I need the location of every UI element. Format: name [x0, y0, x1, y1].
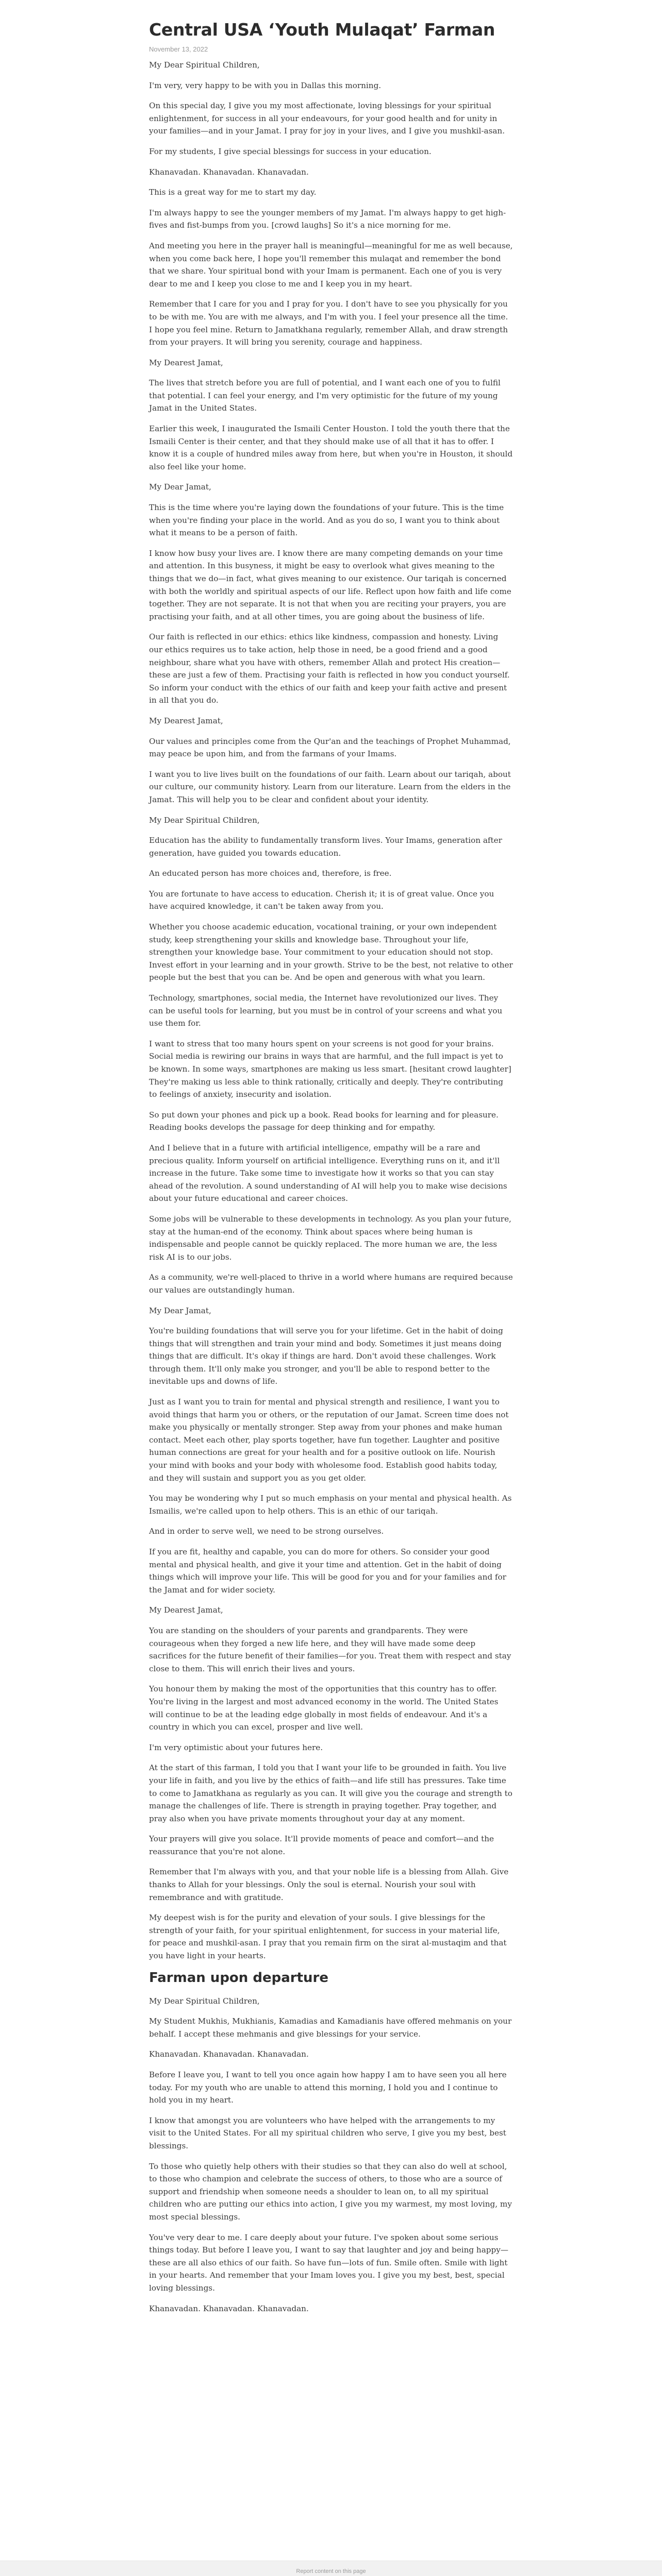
paragraph: I'm always happy to see the younger members of my Jamat. I'm always happy to get high-fives and fist-bumps from you. [crowd laughs] So it's a nice morning for me.	[149, 208, 506, 230]
article-title: Central USA ‘Youth Mulaqat’ Farman	[149, 20, 495, 40]
article-body	[149, 59, 513, 2323]
paragraph: You've very dear to me. I care deeply about your future. I've spoken about some serious things today. But before I leave you, I want to say that laughter and joy and being happy—these are all also ethics of our faith. So have fun—lots of fun. Smile often. Smile with light in your hearts. And remember that your Imam loves you. I give you my best, best, special loving blessings.	[149, 2232, 508, 2293]
paragraph: My Dearest Jamat,	[149, 716, 223, 725]
paragraph: For my students, I give special blessings for success in your education.	[149, 146, 432, 156]
paragraph: I'm very optimistic about your futures here.	[149, 1742, 323, 1752]
paragraph: I'm very, very happy to be with you in Dallas this morning.	[149, 80, 382, 90]
paragraph: My Dear Spiritual Children,	[149, 815, 260, 825]
paragraph: Whether you choose academic education, vocational training, or your own independent study, keep strengthening your skills and knowledge base. Throughout your life, strengthen your knowledge base. Your commitment to your education should not stop. Invest effort in your learning and in your growth. Strive to be the best, not relative to other people but the best that you can be. And be open and generous with what you learn.	[149, 922, 513, 982]
paragraph: My Dear Spiritual Children,	[149, 60, 260, 70]
paragraph: The lives that stretch before you are full of potential, and I want each one of you to fulfil that potential. I can feel your energy, and I'm very optimistic for the future of my young Jamat in the United States.	[149, 378, 501, 413]
farman-paragraphs	[149, 59, 513, 1962]
paragraph: Technology, smartphones, social media, the Internet have revolutionized our lives. They can be useful tools for learning, but you must be in control of your screens and what you use them for.	[149, 993, 503, 1028]
departure-paragraphs	[149, 1995, 513, 2315]
paragraph: Just as I want you to train for mental and physical strength and resilience, I want you to avoid things that harm you or others, or the reputation of our Jamat. Screen time does not make you physically or mentally stronger. Step away from your phones and make human contact. Meet each other, play sports together, have fun together. Laughter and positive human connections are great for your health and for a positive outlook on life. Nourish your mind with books and your body with wholesome food. Establish good habits today, and they will sustain and support you as you get older.	[149, 1397, 509, 1483]
paragraph: Our faith is reflected in our ethics: ethics like kindness, compassion and honesty. Living our ethics requires us to take action, help those in need, be a good friend and a good neighbour, share what you have with others, remember Allah and protect His creation—these are just a few of them. Practising your faith is reflected in how you conduct yourself. So inform your conduct with the ethics of our faith and keep your faith active and present in all that you do.	[149, 632, 510, 705]
footer	[0, 2561, 662, 2576]
paragraph: Khanavadan. Khanavadan. Khanavadan.	[149, 2049, 309, 2059]
paragraph: I want you to live lives built on the foundations of our faith. Learn about our tariqah, about our culture, our community history. Learn from our literature. Learn from the elders in the Jamat. This will help you to be clear and confident about your identity.	[149, 769, 511, 804]
report-content-link[interactable]: Report content on this page	[296, 2568, 366, 2574]
paragraph: Khanavadan. Khanavadan. Khanavadan.	[149, 2303, 309, 2313]
paragraph: My Dear Jamat,	[149, 1306, 211, 1315]
paragraph: My Dear Spiritual Children,	[149, 1996, 260, 2006]
paragraph: You may be wondering why I put so much emphasis on your mental and physical health. As Ismailis, we're called upon to help others. This is an ethic of our tariqah.	[149, 1494, 512, 1516]
paragraph: This is the time where you're laying down the foundations of your future. This is the time when you're finding your place in the world. And as you do so, I want you to think about what it means to be a person of faith.	[149, 503, 504, 538]
paragraph: Education has the ability to fundamentally transform lives. Your Imams, generation after generation, have guided you towards education.	[149, 836, 502, 858]
paragraph: Remember that I care for you and I pray for you. I don't have to see you physically for you to be with me. You are with me always, and I'm with you. I feel your presence all the time. I hope you feel mine. Return to Jamatkhana regularly, remember Allah, and draw strength from your prayers. It will bring you serenity, courage and happiness.	[149, 299, 508, 347]
paragraph: You are fortunate to have access to education. Cherish it; it is of great value. Once you have acquired knowledge, it can't be taken away from you.	[149, 889, 494, 911]
paragraph: My Dearest Jamat,	[149, 358, 223, 367]
paragraph: I know that amongst you are volunteers who have helped with the arrangements to my visit to the United States. For all my spiritual children who serve, I give you my best, best blessings.	[149, 2115, 506, 2150]
paragraph: Our values and principles come from the Qur'an and the teachings of Prophet Muhammad, may peace be upon him, and from the farmans of your Imams.	[149, 736, 511, 759]
paragraph: And meeting you here in the prayer hall is meaningful—meaningful for me as well because, when you come back here, I hope you'll remember this mulaqat and remember the bond that we share. Your spiritual bond with your Imam is permanent. Each one of you is very dear to me and I keep you close to me and I keep you in my heart.	[149, 241, 513, 289]
article-date: November 13, 2022	[149, 45, 208, 53]
paragraph: To those who quietly help others with their studies so that they can also do well at school, to those who champion and celebrate the success of others, to those who are a source of support and friendship when someone needs a shoulder to lean on, to all my spiritual children who are putting our ethics into action, I give you my warmest, my most loving, my most special blessings.	[149, 2161, 512, 2222]
paragraph: My deepest wish is for the purity and elevation of your souls. I give blessings for the strength of your faith, for your spiritual enlightenment, for success in your material life, for peace and mushkil-asan. I pray that you remain firm on the sirat al-mustaqim and that you have light in your hearts.	[149, 1913, 507, 1961]
paragraph: Remember that I'm always with you, and that your noble life is a blessing from Allah. Give thanks to Allah for your blessings. Only the soul is eternal. Nourish your soul with remembrance and with gratitude.	[149, 1867, 509, 1902]
paragraph: My Dearest Jamat,	[149, 1605, 223, 1615]
paragraph: Your prayers will give you solace. It'll provide moments of peace and comfort—and the reassurance that you're not alone.	[149, 1834, 494, 1856]
paragraph: I know how busy your lives are. I know there are many competing demands on your time and attention. In this busyness, it might be easy to overlook what gives meaning to the things that we do—in fact, what gives meaning to our existence. Our tariqah is concerned with both the worldly and spiritual aspects of our life. Reflect upon how faith and life come together. They are not separate. It is not that when you are reciting your prayers, you are practising your faith, and at all other times, you are going about the business of life.	[149, 548, 511, 621]
paragraph: On this special day, I give you my most affectionate, loving blessings for your spiritual enlightenment, for success in all your endeavours, for your good health and for unity in your families—and in your Jamat. I pray for joy in your lives, and I give you mushkil-asan.	[149, 101, 505, 136]
paragraph: If you are fit, healthy and capable, you can do more for others. So consider your good mental and physical health, and give it your time and attention. Get in the habit of doing things which will improve your life. This will be good for you and for your families and for the Jamat and for wider society.	[149, 1547, 506, 1595]
paragraph: My Student Mukhis, Mukhianis, Kamadias and Kamadianis have offered mehmanis on your behalf. I accept these mehmanis and give blessings for your service.	[149, 2016, 512, 2039]
paragraph: This is a great way for me to start my day.	[149, 188, 317, 197]
paragraph: And in order to serve well, we need to be strong ourselves.	[149, 1527, 384, 1536]
paragraph: My Dear Jamat,	[149, 482, 211, 492]
paragraph: Earlier this week, I inaugurated the Ismaili Center Houston. I told the youth there that the Ismaili Center is their center, and that they should make use of all that it has to offer. I know it is a couple of hundred miles away from here, but when you're in Houston, it should also feel like your home.	[149, 424, 513, 471]
paragraph: Before I leave you, I want to tell you once again how happy I am to have seen you all here today. For my youth who are unable to attend this morning, I hold you and I continue to hold you in my heart.	[149, 2070, 507, 2105]
paragraph: An educated person has more choices and, therefore, is free.	[149, 869, 392, 878]
section-heading: Farman upon departure	[149, 1970, 328, 1986]
paragraph: You honour them by making the most of the opportunities that this country has to offer. You're living in the largest and most advanced economy in the world. The United States will continue to be at the leading edge globally in most fields of endeavour. And it's a country in which you can excel, prosper and live well.	[149, 1684, 499, 1732]
paragraph: At the start of this farman, I told you that I want your life to be grounded in faith. You live your life in faith, and you live by the ethics of faith—and life still has pressures. Take time to come to Jamatkhana as regularly as you can. It will give you the courage and strength to manage the challenges of life. There is strength in praying together. Pray together, and pray also when you have private moments throughout your day at any moment.	[149, 1763, 512, 1823]
paragraph: As a community, we're well-placed to thrive in a world where humans are required because our values are outstandingly human.	[149, 1273, 513, 1295]
paragraph: So put down your phones and pick up a book. Read books for learning and for pleasure. Reading books develops the passage for deep thinking and for empathy.	[149, 1110, 499, 1132]
paragraph: Khanavadan. Khanavadan. Khanavadan.	[149, 167, 309, 177]
paragraph: Some jobs will be vulnerable to these developments in technology. As you plan your future, stay at the human-end of the economy. Think about spaces where being human is indispensable and people cannot be quickly replaced. The more human we are, the less risk AI is to our jobs.	[149, 1214, 511, 1262]
paragraph: You are standing on the shoulders of your parents and grandparents. They were courageous when they forged a new life here, and they will have made some deep sacrifices for the future benefit of their families—for you. Treat them with respect and stay close to them. This will enrich their lives and yours.	[149, 1625, 511, 1673]
paragraph: And I believe that in a future with artificial intelligence, empathy will be a rare and precious quality. Inform yourself on artificial intelligence. Everything runs on it, and it'll increase in the future. Take some time to investigate how it works so that you can stay ahead of the revolution. A sound understanding of AI will help you to make wise decisions about your future educational and career choices.	[149, 1143, 507, 1204]
paragraph: I want to stress that too many hours spent on your screens is not good for your brains. Social media is rewiring our brains in ways that are harmful, and the full impact is yet to be known. In some ways, smartphones are making us less smart. [hesitant crowd laughter] They're making us less able to think rationally, critically and deeply. They're contributing to feelings of anxiety, insecurity and isolation.	[149, 1039, 511, 1099]
paragraph: You're building foundations that will serve you for your lifetime. Get in the habit of doing things that will strengthen and train your mind and body. Sometimes it just means doing things that are difficult. It's okay if things are hard. Don't avoid these challenges. Work through them. It'll only make you stronger, and you'll be able to respond better to the inevitable ups and downs of life.	[149, 1326, 503, 1386]
